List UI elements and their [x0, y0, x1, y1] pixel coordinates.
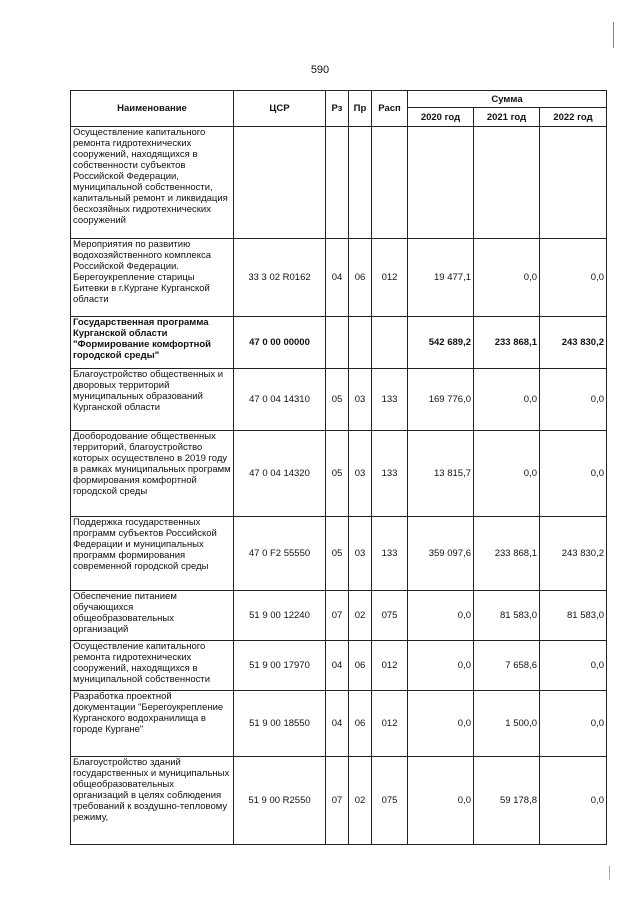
cell-rasp: 012 — [372, 691, 408, 757]
cell-pr: 02 — [349, 757, 372, 845]
cell-rz: 05 — [326, 517, 349, 591]
table-row — [71, 239, 607, 317]
cell-2021: 0,0 — [474, 369, 540, 431]
cell-name: Дообородование общественных территорий, благоустройство которых осуществлено в 2019 году в рамках муниципальных программ формирования комфортной городской среды — [71, 431, 234, 517]
cell-2020: 0,0 — [408, 641, 474, 691]
budget-table — [70, 90, 607, 845]
cell-rasp: 075 — [372, 591, 408, 641]
cell-name: Разработка проектной документации "Берегоукрепление Курганского водохранилища в городе Кургане" — [71, 691, 234, 757]
cell-rz: 07 — [326, 757, 349, 845]
cell-rz — [326, 127, 349, 239]
table-row — [71, 317, 607, 369]
cell-rz: 04 — [326, 691, 349, 757]
cell-2021: 233 868,1 — [474, 317, 540, 369]
cell-pr: 02 — [349, 591, 372, 641]
cell-2022: 0,0 — [540, 691, 607, 757]
table-row — [71, 517, 607, 591]
cell-csr: 51 9 00 17970 — [234, 641, 326, 691]
cell-csr: 47 0 04 14310 — [234, 369, 326, 431]
cell-2020: 542 689,2 — [408, 317, 474, 369]
cell-2022: 0,0 — [540, 431, 607, 517]
header-rz: Рз — [326, 91, 349, 127]
cell-csr: 33 3 02 R0162 — [234, 239, 326, 317]
cell-rasp: 075 — [372, 757, 408, 845]
cell-pr: 03 — [349, 517, 372, 591]
header-rasp: Расп — [372, 91, 408, 127]
table-row — [71, 691, 607, 757]
cell-2022: 0,0 — [540, 757, 607, 845]
cell-rasp: 012 — [372, 239, 408, 317]
table-row — [71, 369, 607, 431]
cell-2021: 233 868,1 — [474, 517, 540, 591]
cell-rasp: 133 — [372, 517, 408, 591]
cell-2021: 7 658,6 — [474, 641, 540, 691]
cell-2020: 19 477,1 — [408, 239, 474, 317]
cell-2022 — [540, 127, 607, 239]
cell-2020: 359 097,6 — [408, 517, 474, 591]
cell-pr — [349, 317, 372, 369]
header-csr: ЦСР — [234, 91, 326, 127]
cell-name: Осуществление капитального ремонта гидротехнических сооружений, находящихся в муниципальной собственности — [71, 641, 234, 691]
cell-rasp: 133 — [372, 369, 408, 431]
cell-rasp: 012 — [372, 641, 408, 691]
header-2021: 2021 год — [474, 108, 540, 127]
cell-rz: 05 — [326, 369, 349, 431]
cell-2020: 0,0 — [408, 691, 474, 757]
cell-2022: 243 830,2 — [540, 317, 607, 369]
cell-pr: 06 — [349, 691, 372, 757]
cell-pr: 06 — [349, 239, 372, 317]
cell-pr: 03 — [349, 431, 372, 517]
cell-name: Осуществление капитального ремонта гидротехнических сооружений, находящихся в собственности субъектов Российской Федерации, муниципальной собственности, капитальный ремонт и ликвидация бесхозяйных гидротехнических сооружений — [71, 127, 234, 239]
cell-rz — [326, 317, 349, 369]
cell-2021: 0,0 — [474, 431, 540, 517]
scan-edge-mark — [613, 22, 614, 48]
table-row — [71, 757, 607, 845]
cell-2021: 1 500,0 — [474, 691, 540, 757]
header-pr: Пр — [349, 91, 372, 127]
cell-rz: 04 — [326, 239, 349, 317]
table-row — [71, 431, 607, 517]
cell-2022: 81 583,0 — [540, 591, 607, 641]
cell-2022: 243 830,2 — [540, 517, 607, 591]
cell-2021: 0,0 — [474, 239, 540, 317]
header-2022: 2022 год — [540, 108, 607, 127]
cell-pr: 03 — [349, 369, 372, 431]
table-row — [71, 641, 607, 691]
header-sum: Сумма — [408, 91, 607, 108]
cell-rasp: 133 — [372, 431, 408, 517]
cell-name: Поддержка государственных программ субъектов Российской Федерации и муниципальных программ формирования современной городской среды — [71, 517, 234, 591]
scan-edge-mark-bottom — [609, 866, 610, 880]
table-row — [71, 127, 607, 239]
cell-pr — [349, 127, 372, 239]
cell-name: Благоустройство общественных и дворовых территорий муниципальных образований Курганской области — [71, 369, 234, 431]
cell-2021: 81 583,0 — [474, 591, 540, 641]
cell-name: Обеспечение питанием обучающихся общеобразовательных организаций — [71, 591, 234, 641]
cell-2022: 0,0 — [540, 641, 607, 691]
cell-pr: 06 — [349, 641, 372, 691]
cell-csr: 51 9 00 R2550 — [234, 757, 326, 845]
cell-rz: 07 — [326, 591, 349, 641]
table-row — [71, 591, 607, 641]
cell-2021: 59 178,8 — [474, 757, 540, 845]
cell-csr: 51 9 00 12240 — [234, 591, 326, 641]
table-body — [71, 127, 607, 845]
cell-2020 — [408, 127, 474, 239]
cell-csr: 51 9 00 18550 — [234, 691, 326, 757]
cell-csr — [234, 127, 326, 239]
cell-2022: 0,0 — [540, 369, 607, 431]
cell-2020: 0,0 — [408, 757, 474, 845]
cell-name: Мероприятия по развитию водохозяйственного комплекса Российской Федерации. Берегоукрепление старицы Битевки в г.Кургане Курганской области — [71, 239, 234, 317]
cell-2020: 169 776,0 — [408, 369, 474, 431]
cell-name: Государственная программа Курганской области "Формирование комфортной городской среды" — [71, 317, 234, 369]
cell-rz: 04 — [326, 641, 349, 691]
cell-2020: 0,0 — [408, 591, 474, 641]
cell-rasp — [372, 127, 408, 239]
cell-2020: 13 815,7 — [408, 431, 474, 517]
header-2020: 2020 год — [408, 108, 474, 127]
cell-rasp — [372, 317, 408, 369]
cell-csr: 47 0 04 14320 — [234, 431, 326, 517]
cell-2022: 0,0 — [540, 239, 607, 317]
page-number: 590 — [310, 64, 330, 76]
cell-name: Благоустройство зданий государственных и муниципальных общеобразовательных организаций в целях соблюдения требований к воздушно-тепловому режиму, — [71, 757, 234, 845]
cell-rz: 05 — [326, 431, 349, 517]
cell-csr: 47 0 00 00000 — [234, 317, 326, 369]
header-name: Наименование — [71, 91, 234, 127]
cell-csr: 47 0 F2 55550 — [234, 517, 326, 591]
cell-2021 — [474, 127, 540, 239]
